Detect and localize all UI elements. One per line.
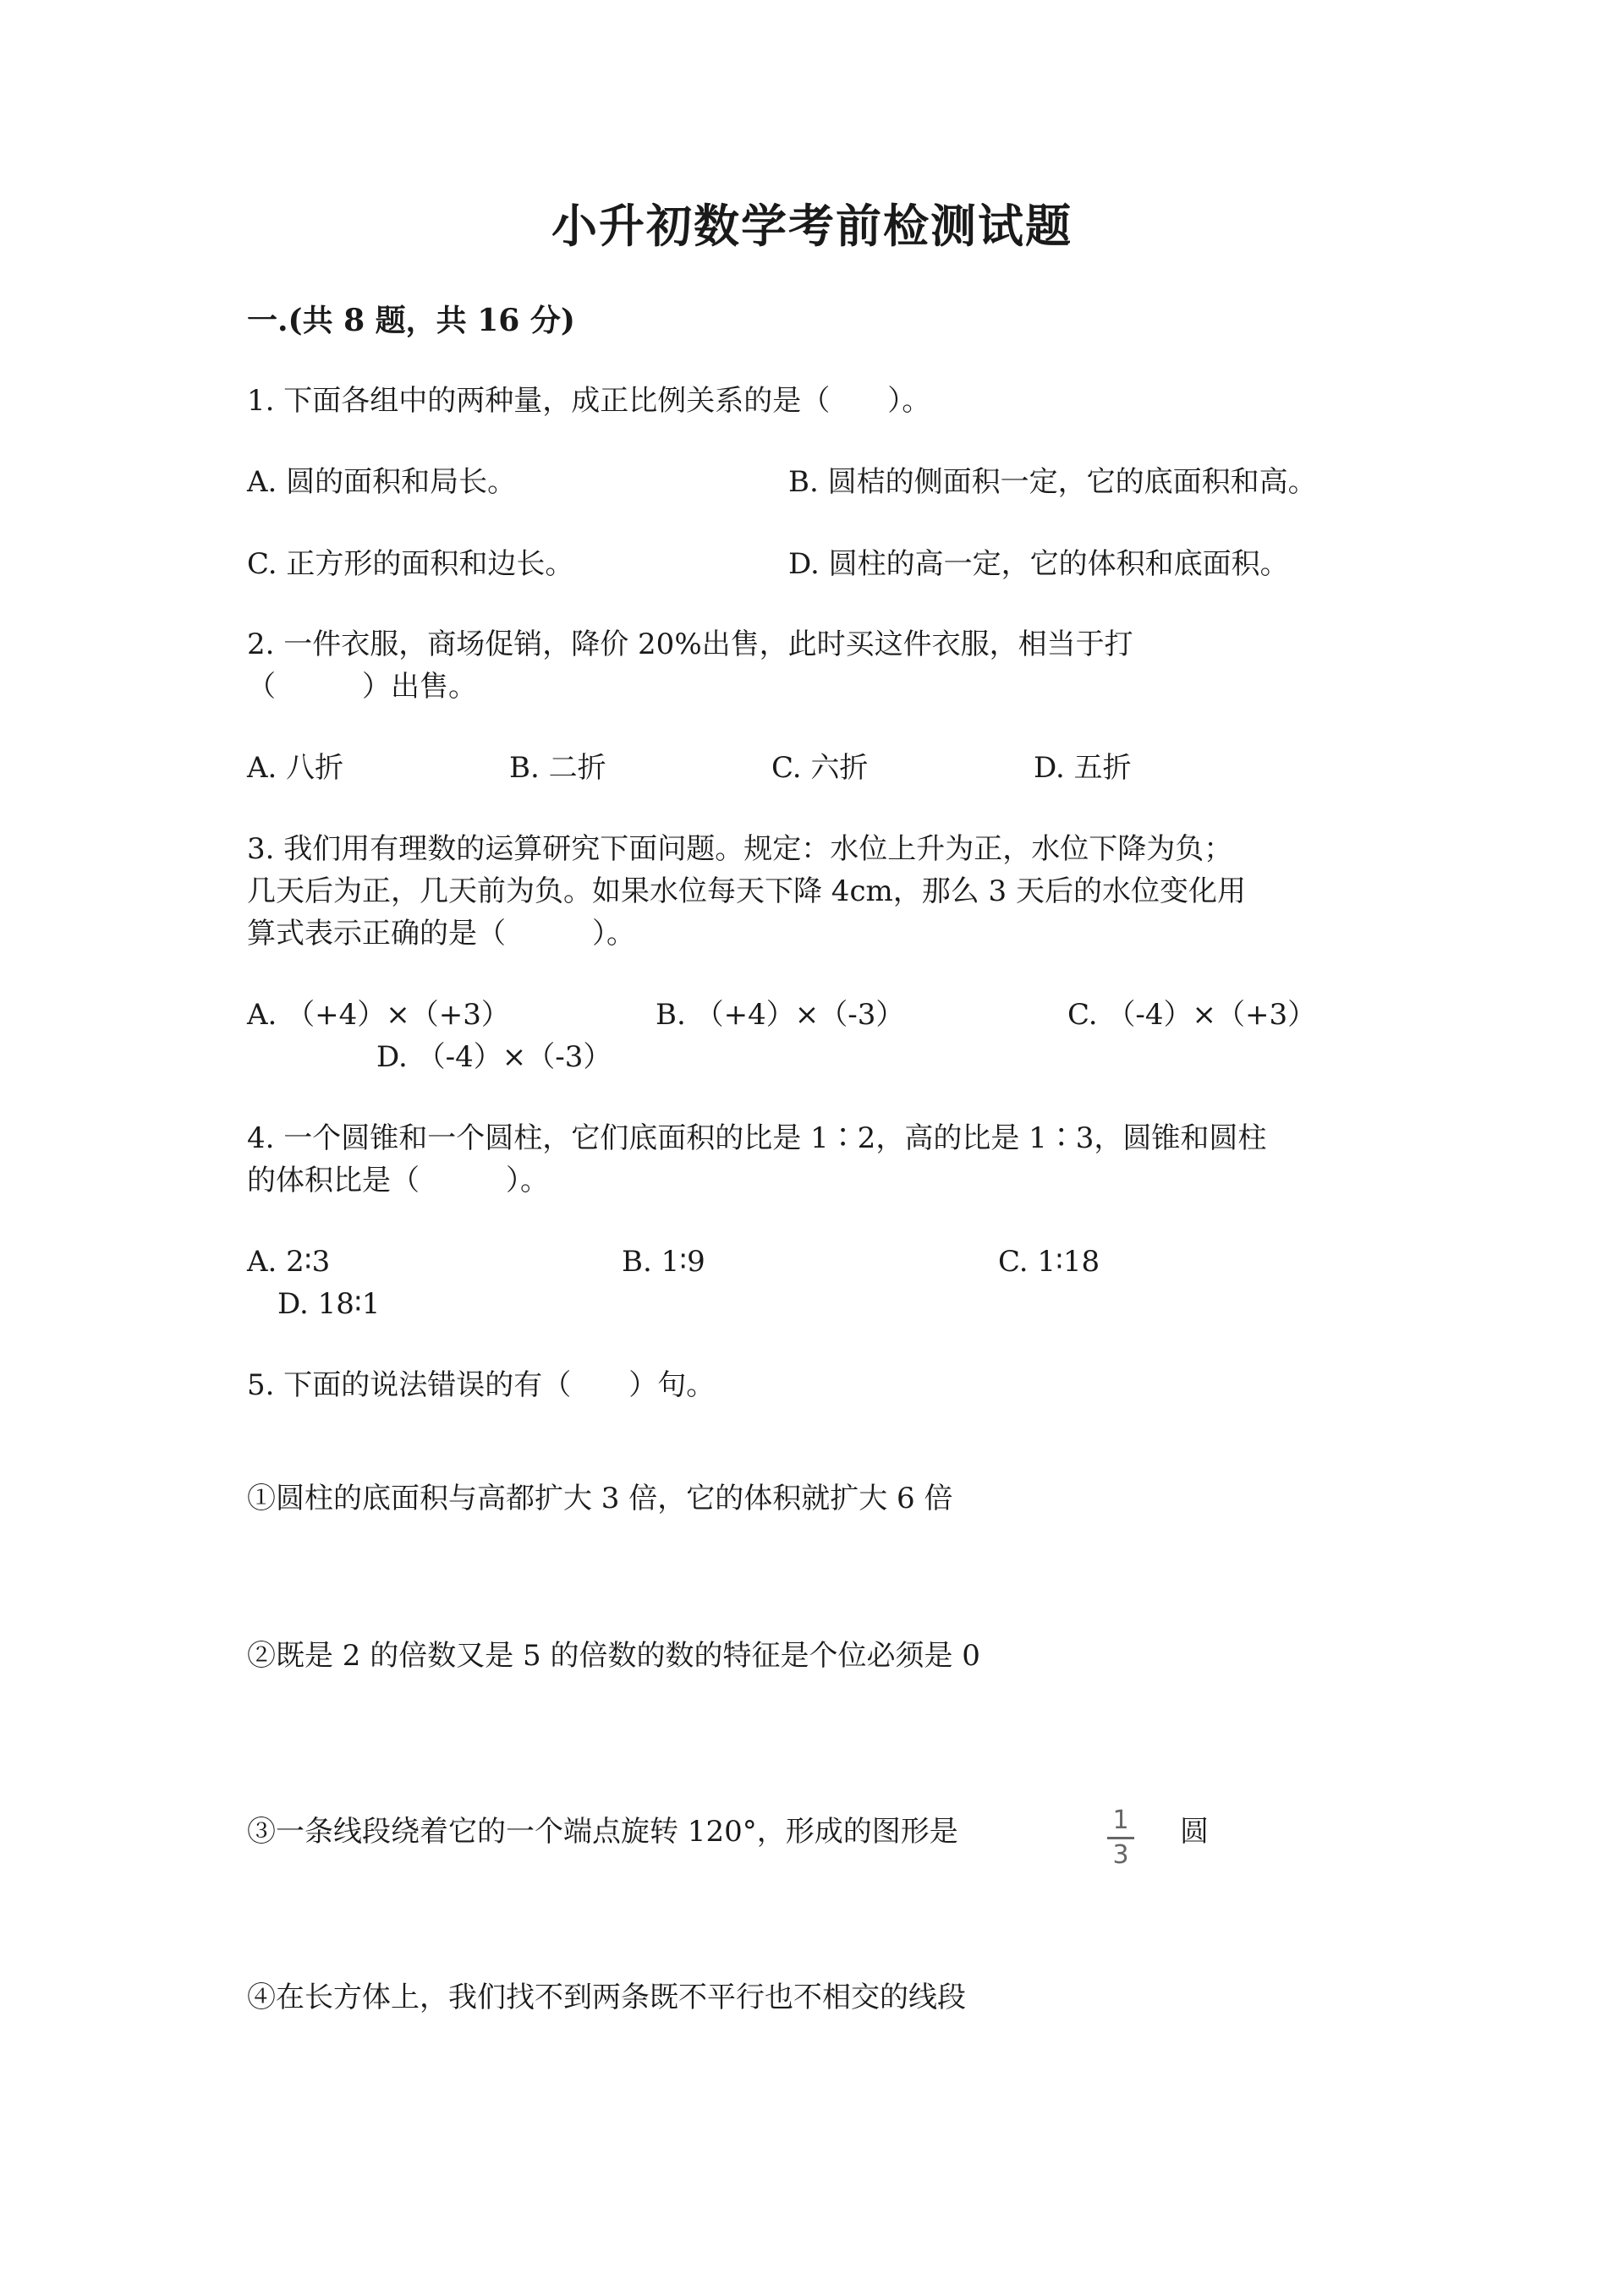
question-5-stem: 5. 下面的说法错误的有（ ）句。 [247, 1368, 716, 1402]
question-4-option-d: D. 18∶1 [277, 1287, 381, 1321]
question-3-stem-line2: 几天后为正，几天前为负。如果水位每天下降 4cm，那么 3 天后的水位变化用 [247, 874, 1246, 908]
fraction-numerator: 1 [1112, 1806, 1129, 1835]
question-4-option-b: B. 1∶9 [622, 1245, 705, 1279]
question-4-option-c: C. 1∶18 [998, 1245, 1100, 1279]
question-3-option-b: B. （+4）×（-3） [656, 998, 905, 1032]
question-2-option-c: C. 六折 [771, 751, 869, 785]
question-5-statement-1: ①圆柱的底面积与高都扩大 3 倍，它的体积就扩大 6 倍 [247, 1482, 953, 1515]
question-3-option-a: A. （+4）×（+3） [247, 998, 510, 1032]
question-4-stem-line1: 4. 一个圆锥和一个圆柱，它们底面积的比是 1∶2，高的比是 1∶3，圆锥和圆柱 [247, 1121, 1267, 1155]
question-2-option-a: A. 八折 [247, 751, 344, 785]
question-4-stem-line2: 的体积比是（ ）。 [247, 1164, 549, 1197]
question-5-statement-3-end: 圆 [1180, 1815, 1209, 1849]
question-3-option-d: D. （-4）×（-3） [376, 1040, 612, 1074]
fraction-denominator: 3 [1112, 1840, 1129, 1870]
fraction-one-third [1104, 1808, 1138, 1868]
question-1-option-c: C. 正方形的面积和边长。 [247, 547, 574, 581]
question-3-option-c: C. （-4）×（+3） [1067, 998, 1317, 1032]
question-1-option-a: A. 圆的面积和局长。 [247, 465, 517, 499]
question-5-statement-3: ③一条线段绕着它的一个端点旋转 120°，形成的图形是 [247, 1815, 958, 1849]
question-2-stem-line2: （ ）出售。 [247, 670, 477, 704]
question-3-stem-line1: 3. 我们用有理数的运算研究下面问题。规定：水位上升为正，水位下降为负； [247, 832, 1233, 866]
question-1-stem: 1. 下面各组中的两种量，成正比例关系的是（ ）。 [247, 384, 931, 418]
question-3-stem-line3: 算式表示正确的是（ ）。 [247, 917, 635, 951]
fraction-bar [1107, 1837, 1134, 1839]
question-1-option-b: B. 圆桔的侧面积一定，它的底面积和高。 [788, 465, 1317, 499]
question-1-option-d: D. 圆柱的高一定，它的体积和底面积。 [788, 547, 1289, 581]
question-2-option-b: B. 二折 [509, 751, 606, 785]
question-4-option-a: A. 2∶3 [247, 1245, 331, 1279]
question-5-statement-4: ④在长方体上，我们找不到两条既不平行也不相交的线段 [247, 1981, 966, 2014]
section-heading: 一.(共 8 题，共 16 分) [247, 303, 575, 338]
question-2-option-d: D. 五折 [1034, 751, 1132, 785]
page-title: 小升初数学考前检测试题 [551, 199, 1073, 253]
question-2-stem-line1: 2. 一件衣服，商场促销，降价 20%出售，此时买这件衣服，相当于打 [247, 627, 1133, 661]
question-5-statement-2: ②既是 2 的倍数又是 5 的倍数的数的特征是个位必须是 0 [247, 1639, 980, 1673]
